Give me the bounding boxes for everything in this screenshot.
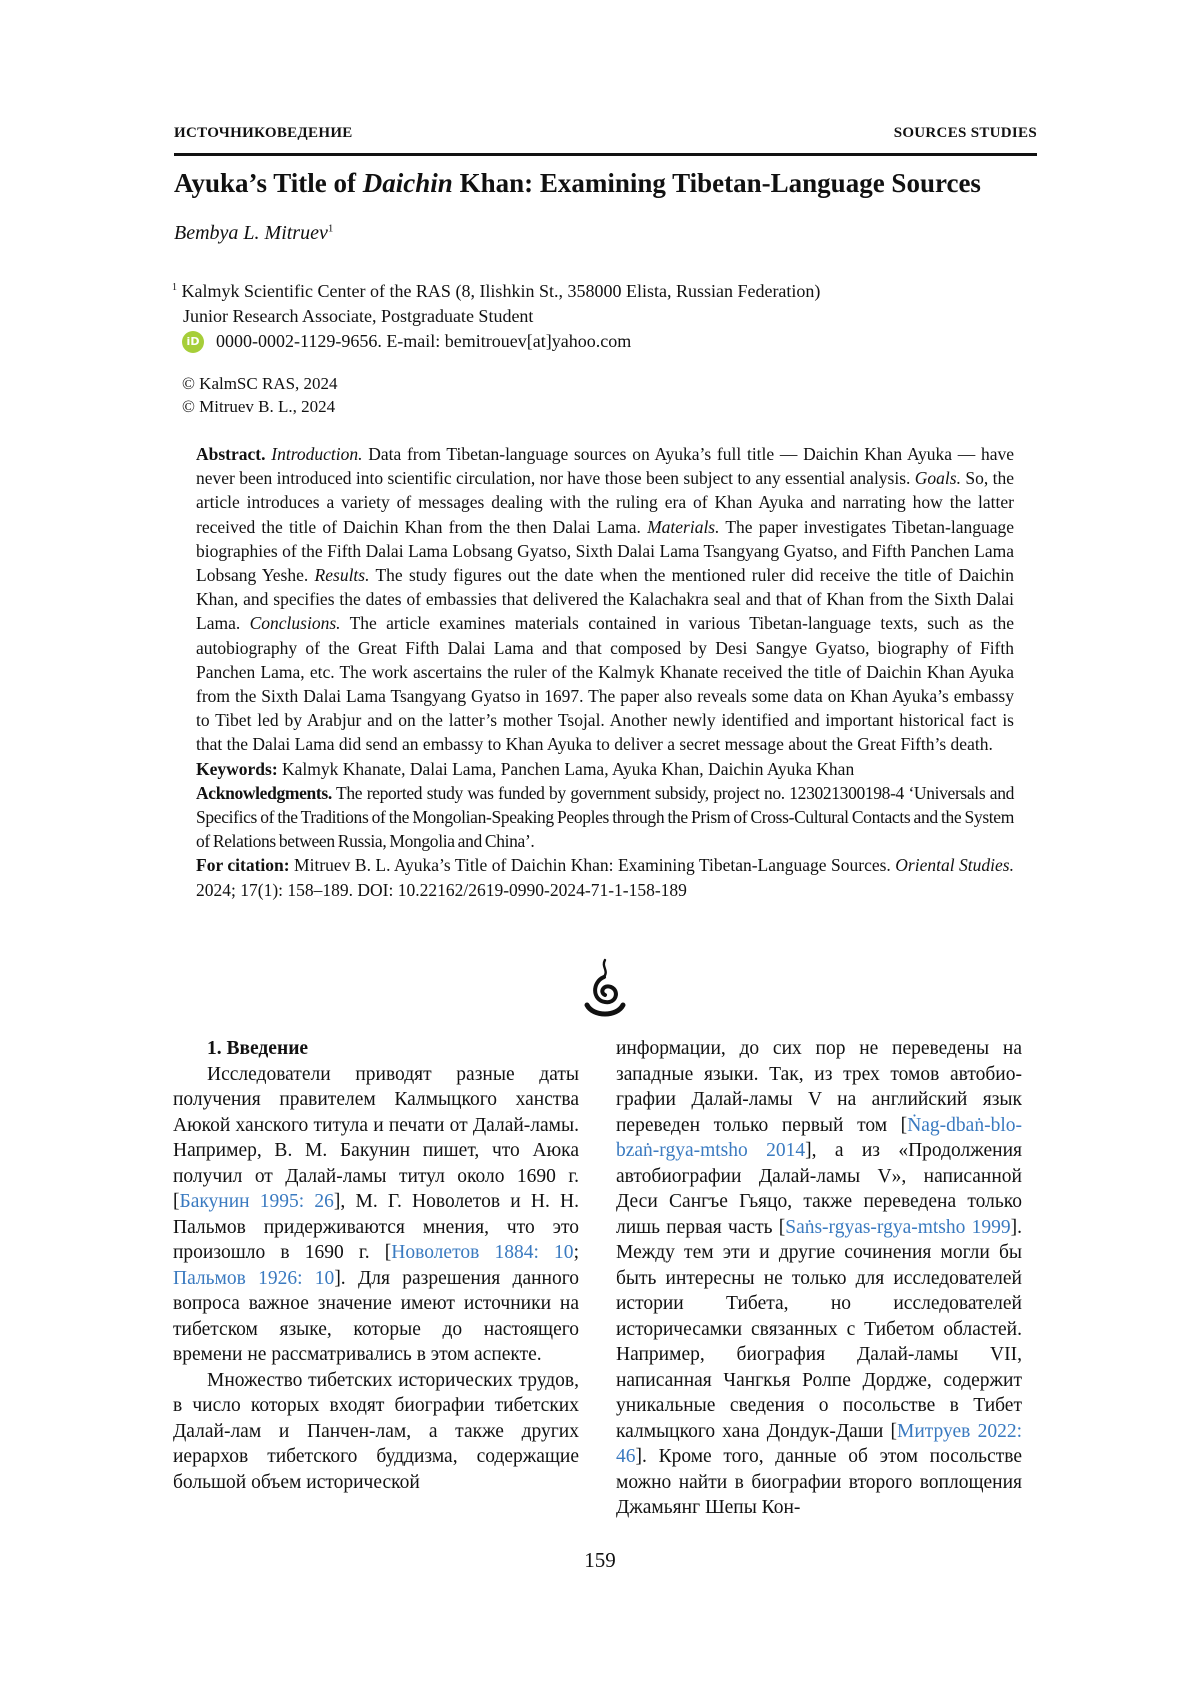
copyright-block <box>182 372 338 418</box>
body-paragraph: Множество тибетских исторических трудов, в число которых входят биографии тибетских Далай-лам и Панчен-лам, а также других иерархов тибетского буддизма, содержащие большой объем исторической <box>173 1369 579 1493</box>
article-title: Ayuka’s Title of Daichin Khan: Examining Tibetan-Language Sources <box>174 168 981 198</box>
header-rule <box>174 153 1037 156</box>
affiliation-org: Kalmyk Scientific Center of the RAS (8, Ilishkin St., 358000 Elista, Russian Federation) <box>181 281 821 301</box>
keywords: Keywords: Kalmyk Khanate, Dalai Lama, Panchen Lama, Ayuka Khan, Daichin Ayuka Khan <box>196 758 855 779</box>
copyright-line: © KalmSC RAS, 2024 <box>182 374 338 393</box>
body-paragraph: информации, до сих пор не переведены на западные языки. Так, из трех томов автобиографии Далай-ламы V на английский язык переведен только первый том [Ṅag-dbaṅ-blobzaṅ-rgya-mtsho 2014], а из «Продолжения автобиографии Далай-ламы V», написанной Деси Сангъе Гьяцо, также переведена только лишь первая часть [Saṅs-rgyas-rgya-mtsho 1999]. Между тем эти и другие сочинения могли бы быть интересны не только для исследователей истории Тибета, но исследователей историчесамки связанных с Тибетом областей. Например, биография Далай-ламы VII, написанная Чангкья Ролпе Дордже, содержит уникальные сведения о посольстве в Тибет калмыцкого хана Дондук-Даши [Митруев 2022: 46]. Кроме того, данные об этом посольстве можно найти в биографии второго воплощения Джамьянг Шепы Кон- <box>616 1038 1022 1518</box>
abstract-text: Abstract. Introduction. Data from Tibetan-language sources on Ayuka’s full title — Daichin Khan Ayuka — have never been introduced into scientific circulation, nor have those been subject to any essential analysis. Goals. So, the article introduces a variety of messages dealing with the ruling era of Khan Ayuka and narrating how the latter received the title of Daichin Khan from the then Dalai Lama. Materials. The paper investigates Tibetan-language biographies of the Fifth Dalai Lama Lobsang Gyatso, Sixth Dalai Lama Tsangyang Gyatso, and Fifth Panchen Lama Lobsang Yeshe. Results. The study figures out the date when the mentioned ruler did receive the title of Daichin Khan, and specifies the dates of embassies that delivered the Kalachakra seal and that of Khan from the Sixth Dalai Lama. Conclusions. The article examines materials contained in various Tibetan-language texts, such as the autobiography of the Great Fifth Dalai Lama and that composed by Desi Sangye Gyatso, biography of Fifth Panchen Lama, etc. The work ascertains the ruler of the Kalmyk Khanate received the title of Daichin Khan Ayuka from the Sixth Dalai Lama Tsangyang Gyatso in 1697. The paper also reveals some data on Khan Ayuka’s embassy to Tibet led by Arabjur and on the latter’s mother Tsojal. Another newly identified and important historical fact is that the Dalai Lama did send an embassy to Khan Ayuka to deliver a secret message about the Great Fifth’s death. <box>196 444 1015 755</box>
citation: For citation: Mitruev B. L. Ayuka’s Title of Daichin Khan: Examining Tibetan-Language Sources. Oriental Studies. 2024; 17(1): 158–189. DOI: 10.22162/2619-0990-2024-71-1-158-189 <box>196 855 1014 900</box>
citation-link[interactable]: Новолетов 1884: 10 <box>391 1242 574 1263</box>
citation-link[interactable]: Митруев 2022: 46 <box>616 1420 1022 1467</box>
citation-link[interactable]: Бакунин 1995: 26 <box>179 1191 334 1212</box>
author-name: Bembya L. Mitruev$^1$ <box>174 222 334 244</box>
affiliation-position: Junior Research Associate, Postgraduate Student <box>183 306 534 326</box>
affiliation-block: $^1$ Kalmyk Scientific Center of the RAS (8, Ilishkin St., 358000 Elista, Russian Federation) Junior Research Associate, Postgraduate Student iD 0000-0002-1129-9656. E-mail: bemitrouev[at]yahoo.com <box>172 275 820 354</box>
affiliation-contact: 0000-0002-1129-9656. E-mail: bemitrouev[at]yahoo.com <box>216 331 632 351</box>
acknowledgments: Acknowledgments. The reported study was funded by government subsidy, project no. 123021300198-4 ‘Universals and Specifics of the Traditions of the Mongolian-Speaking Peoples through the Prism of Cross-Cultural Contacts and the System of Relations between Russia, Mongolia and China’. <box>196 782 1014 852</box>
citation-link[interactable]: Ṅag-dbaṅ-blobzaṅ-rgya-mtsho 2014 <box>616 1114 1022 1161</box>
running-header <box>174 125 1037 151</box>
citation-link[interactable]: Пальмов 1926: 10 <box>173 1267 335 1289</box>
running-header-right: SOURCES STUDIES <box>893 125 1037 141</box>
body-column-left <box>173 1036 579 1495</box>
copyright-line: © Mitruev B. L., 2024 <box>182 397 336 416</box>
running-header-left: ИСТОЧНИКОВЕДЕНИЕ <box>174 125 353 141</box>
page-number: 159 <box>584 1548 616 1572</box>
abstract-block <box>196 442 1014 902</box>
title-italic-word: Daichin <box>362 168 453 198</box>
citation-link[interactable]: Saṅs-rgyas-rgya-mtsho 1999 <box>785 1216 1011 1238</box>
body-column-right <box>616 1036 1022 1521</box>
orcid-icon[interactable]: iD <box>182 331 204 353</box>
conch-swirl-ornament-icon <box>580 958 630 1028</box>
section-heading: 1. Введение <box>207 1038 309 1059</box>
body-paragraph: Исследователи приводят разные даты получения правителем Калмыцкого ханства Аюкой ханского титула и печати от Далай-ламы. Например, В. М. Бакунин пишет, что Аюка получил от Далай-ламы титул около 1690 г. [Бакунин 1995: 26], М. Г. Новолетов и Н. Н. Пальмов придерживаются мнения, что это произошло в 1690 г. [Новолетов 1884: 10; Пальмов 1926: 10]. Для разрешения данного вопроса важное значение имеют источники на тибетском языке, которые до настоящего времени не рассматривались в этом аспекте. <box>173 1063 580 1365</box>
